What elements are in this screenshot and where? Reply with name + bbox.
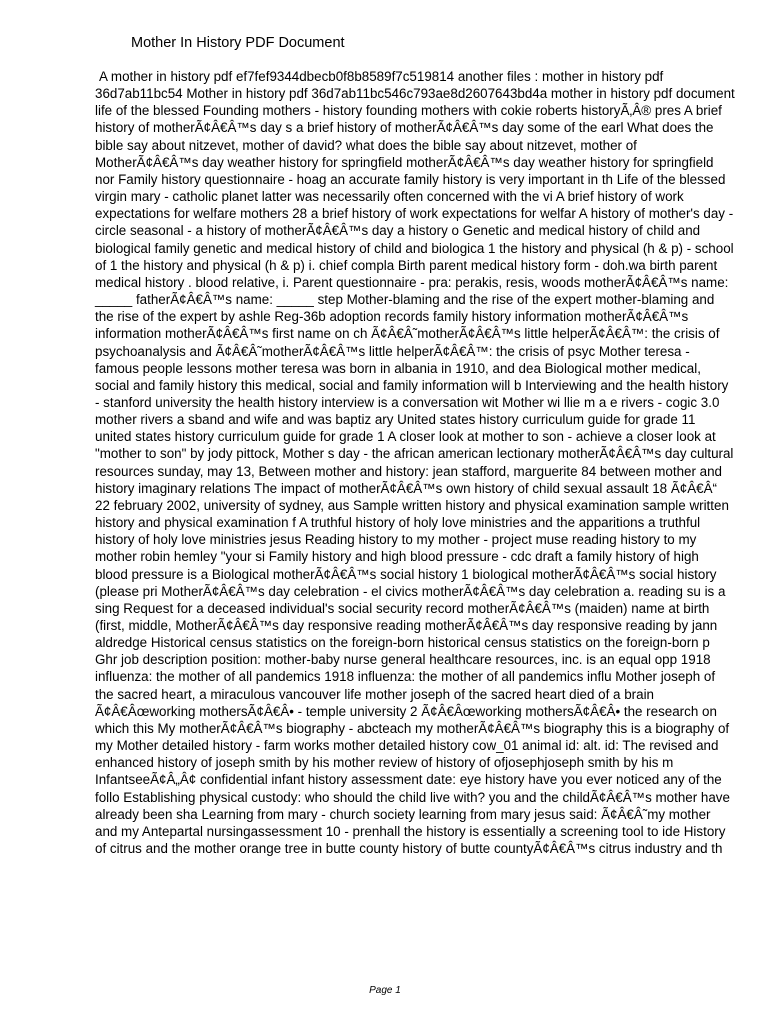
document-body bbox=[95, 68, 735, 857]
page-number: Page 1 bbox=[369, 985, 401, 996]
document-title: Mother In History PDF Document bbox=[131, 35, 345, 51]
body-paragraph: A mother in history pdf ef7fef9344dbecb0f8b8589f7c519814 another files : mother in history pdf 36d7ab11bc54 Mother in history pdf 36d7ab11bc546c793ae8d2607643bd4a mother in history pdf document life of the blessed Founding mothers - history founding mothers with cokie roberts historyÃ‚Â® pres A brief history of motherÃ¢Â€Â™s day s a brief history of motherÃ¢Â€Â™s day some of the earl What does the bible say about nitzevet, mother of david? what does the bible say about nitzevet, mother of MotherÃ¢Â€Â™s day weather history for springfield motherÃ¢Â€Â™s day weather history for springfield nor Family history questionnaire - hoag an accurate family history is very important in th Life of the blessed virgin mary - catholic planet latter was necessarily often concerned with the vi A brief history of work expectations for welfare mothers 28 a brief history of work expectations for welfar A history of mother's day - circle seasonal - a history of motherÃ¢Â€Â™s day a history o Genetic and medical history of child and biological family genetic and medical history of child and biologica 1 the history and physical (h & p) - school of 1 the history and physical (h & p) i. chief compla Birth parent medical history form - doh.wa birth parent medical history . blood relative, i. Parent questionnaire - pra: perakis, resis, woods motherÃ¢Â€Â™s name: _____ fatherÃ¢Â€Â™s name: _____ step Mother-blaming and the rise of the expert mother-blaming and the rise of the expert by ashle Reg-36b adoption records family history information motherÃ¢Â€Â™s information motherÃ¢Â€Â™s first name on ch Ã¢Â€Â˜motherÃ¢Â€Â™s little helperÃ¢Â€Â™: the crisis of psychoanalysis and Ã¢Â€Â˜motherÃ¢Â€Â™s little helperÃ¢Â€Â™: the crisis of psyc Mother teresa - famous people lessons mother teresa was born in albania in 1910, and dea Biological mother medical, social and family history this medical, social and family information will b Interviewing and the health history - stanford university the health history interview is a conversation wit Mother wi llie m a e rivers - cogic 3.0 mother rivers a sband and wife and was baptiz ary United states history curriculum guide for grade 11 united states history curriculum guide for grade 1 A closer look at mother to son - achieve a closer look at "mother to son" by jody pittock, Mother s day - the african american lectionary motherÃ¢Â€Â™s day cultural resources sunday, may 13, Between mother and history: jean stafford, marguerite 84 between mother and history imaginary relations The impact of motherÃ¢Â€Â™s own history of child sexual assault 18 Ã¢Â€Â“ 22 february 2002, university of sydney, aus Sample written history and physical examination sample written history and physical examination f A truthful history of holy love ministries and the apparitions a truthful history of holy love ministries jesus Reading history to my mother - project muse reading history to my mother robin hemley "your si Family history and high blood pressure - cdc draft a family history of high blood pressure is a Biological motherÃ¢Â€Â™s social history 1 biological motherÃ¢Â€Â™s social history (please pri MotherÃ¢Â€Â™s day celebration - el civics motherÃ¢Â€Â™s day celebration a. reading su is a sing Request for a deceased individual's social security record motherÃ¢Â€Â™s (maiden) name at birth (first, middle, MotherÃ¢Â€Â™s day responsive reading motherÃ¢Â€Â™s day responsive reading by jann aldredge Historical census statistics on the foreign-born historical census statistics on the foreign-born p Ghr job description position: mother-baby nurse general healthcare resources, inc. is an equal opp 1918 influenza: the mother of all pandemics 1918 influenza: the mother of all pandemics influ Mother joseph of the sacred heart, a miraculous vancouver life mother joseph of the sacred heart died of a brain Ã¢Â€Âœworking mothersÃ¢Â€Â• - temple university 2 Ã¢Â€Âœworking mothersÃ¢Â€Â• the research on which this My motherÃ¢Â€Â™s biography - abcteach my motherÃ¢Â€Â™s biography this is a biography of my Mother detailed history - farm works mother detailed history cow_01 animal id: alt. id: The revised and enhanced history of joseph smith by his mother review of history of ofjosephjoseph smith by his m InfantseeÃ¢Â„Â¢ confidential infant history assessment date: eye history have you ever noticed any of the follo Establishing physical custody: who should the child live with? you and the childÃ¢Â€Â™s mother have already been sha Learning from mary - church society learning from mary jesus said: Ã¢Â€Â˜my mother and my Antepartal nursingassessment 10 - prenhall the history is essentially a screening tool to ide History of citrus and the mother orange tree in butte county history of butte countyÃ¢Â€Â™s citrus industry and th bbox=[95, 69, 735, 857]
